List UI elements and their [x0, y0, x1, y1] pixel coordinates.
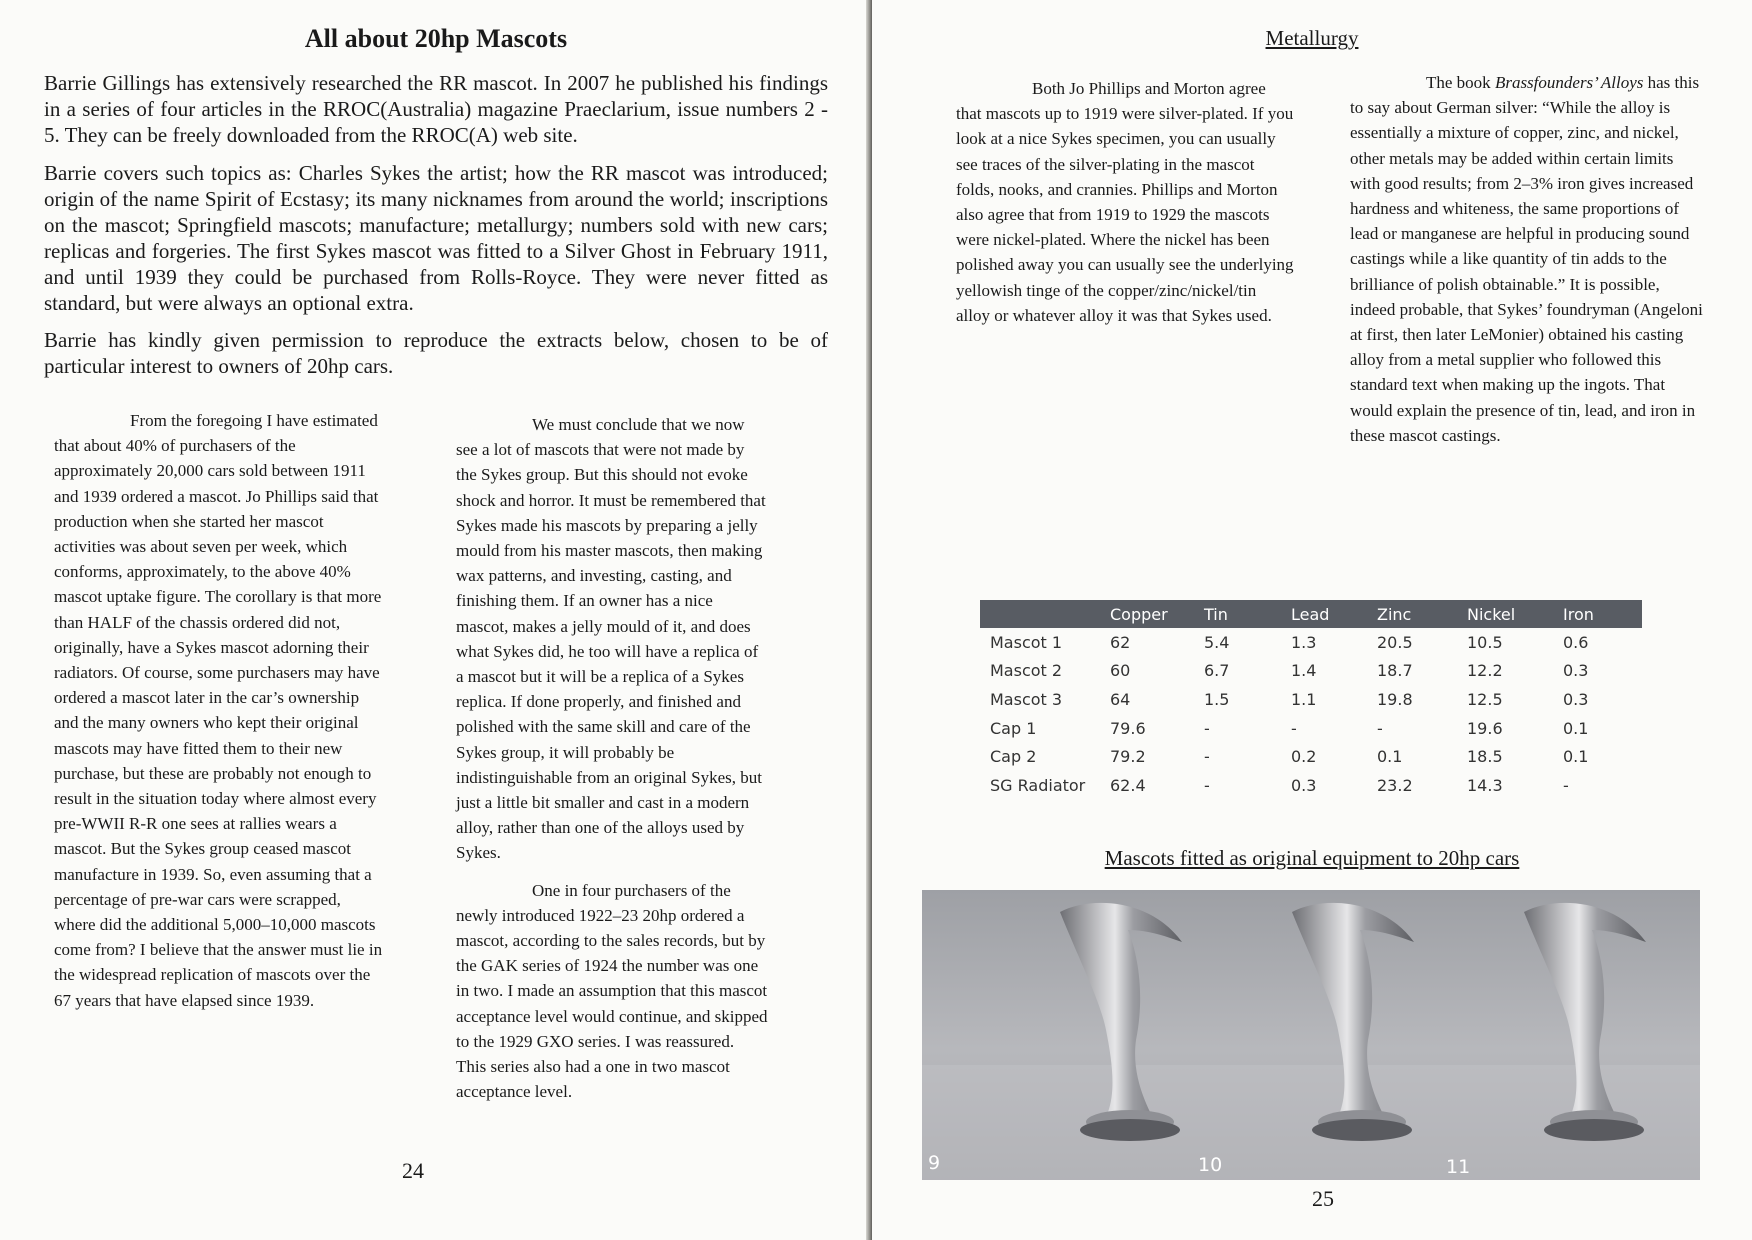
table-cell: -	[1291, 718, 1297, 738]
table-cell: 12.5	[1467, 689, 1503, 709]
table-cell: 1.4	[1291, 661, 1317, 681]
table-header-row	[980, 600, 1642, 628]
photo-label-11: 11	[1446, 1156, 1471, 1178]
metallurgy-heading: Metallurgy	[1265, 26, 1359, 50]
table-cell: 0.3	[1291, 775, 1317, 795]
page-number-right: 25	[1312, 1186, 1334, 1211]
table-cell: -	[1204, 718, 1210, 738]
table-cell: -	[1377, 718, 1383, 738]
mascots-photo	[922, 890, 1700, 1180]
table-cell: Cap 2	[990, 747, 1037, 767]
book-title: Brassfounders’ Alloys	[1494, 73, 1644, 92]
table-header-cell: Copper	[1110, 600, 1204, 628]
intro-paragraph-1: Barrie Gillings has extensively researched the RR mascot. In 2007 he published his findings in a series of four articles in the RROC(Australia) magazine Praeclarium, issue numbers 2 - 5. They can be freely downloaded from the RROC(A) web site.	[44, 71, 828, 147]
page-number-left: 24	[402, 1158, 424, 1183]
table-cell: 18.5	[1467, 747, 1503, 767]
metallurgy-text-1: Both Jo Phillips and Morton agree that mascots up to 1919 were silver-plated. If you look at a nice Sykes specimen, you can usually see traces of the silver-plating in the mascot folds, nooks, and crannies. Phillips and Morton also agree that from 1919 to 1929 the mascots were nickel-plated. Where the nickel has been polished away you can usually see the underlying yellowish tinge of the copper/zinc/nickel/tin alloy or whatever alloy it was that Sykes used.	[956, 79, 1294, 325]
table-header-cell: Iron	[1563, 600, 1642, 628]
table-row	[980, 714, 1642, 743]
left-page	[0, 0, 872, 1240]
table-cell: 0.1	[1377, 747, 1403, 767]
table-header-cell: Lead	[1291, 600, 1377, 628]
table-row	[980, 685, 1642, 714]
metallurgy-column-2	[1350, 70, 1704, 448]
table-header-cell: Zinc	[1377, 600, 1467, 628]
table-header-cell: Tin	[1204, 600, 1291, 628]
page-title: All about 20hp Mascots	[304, 24, 568, 53]
table-cell: Mascot 2	[990, 661, 1063, 681]
intro-paragraph-3: Barrie has kindly given permission to reproduce the extracts below, chosen to be of particular interest to owners of 20hp cars.	[44, 328, 828, 378]
table-cell: -	[1204, 747, 1210, 767]
table-cell: 60	[1110, 661, 1131, 681]
table-cell: -	[1204, 775, 1210, 795]
table-cell: 20.5	[1377, 632, 1413, 652]
alloy-composition-table	[980, 600, 1642, 800]
right-page	[872, 0, 1752, 1240]
table-cell: Mascot 1	[990, 632, 1063, 652]
table-cell: 19.8	[1377, 689, 1413, 709]
table-cell: 62	[1110, 632, 1131, 652]
table-cell: 23.2	[1377, 775, 1413, 795]
photo-label-9: 9	[928, 1152, 941, 1174]
extract-2-paragraph-1: We must conclude that we now see a lot of mascots that were not made by the Sykes group. But this should not evoke shock and horror. It must be remembered that Sykes made his mascots by preparing a jelly mould from his master mascots, then making wax patterns, and investing, casting, and finishing them. If an owner has a nice mascot, makes a jelly mould of it, and does what Sykes did, he too will have a replica of a mascot but it will be a replica of a Sykes replica. If done properly, and finished and polished with the same skill and care of the Sykes group, it will probably be indistinguishable from an original Sykes, but just a little bit smaller and cast in a modern alloy, rather than one of the alloys used by Sykes.	[456, 415, 766, 863]
table-cell: 5.4	[1204, 632, 1230, 652]
table-cell: Cap 1	[990, 718, 1037, 738]
extract-2-paragraph-2: One in four purchasers of the newly introduced 1922–23 20hp ordered a mascot, according to the sales records, but by the GAK series of 1924 the number was one in two. I made an assumption that this mascot acceptance level would continue, and skipped to the 1929 GXO series. I was reassured. This series also had a one in two mascot acceptance level.	[456, 880, 768, 1102]
table-cell: 1.3	[1291, 632, 1317, 652]
table-cell: 1.5	[1204, 689, 1230, 709]
table-cell: -	[1563, 775, 1569, 795]
metallurgy-column-1	[956, 76, 1294, 328]
table-cell: 0.3	[1563, 689, 1589, 709]
table-cell: 12.2	[1467, 661, 1503, 681]
table-cell: 79.2	[1110, 747, 1146, 767]
table-cell: SG Radiator	[990, 775, 1086, 795]
table-cell: 0.1	[1563, 747, 1589, 767]
table-row	[980, 771, 1642, 800]
table-cell: 79.6	[1110, 718, 1146, 738]
table-cell: 0.1	[1563, 718, 1589, 738]
table-cell: 1.1	[1291, 689, 1317, 709]
photo-heading: Mascots fitted as original equipment to 20hp cars	[1104, 846, 1520, 870]
table-row	[980, 657, 1642, 686]
metallurgy-text-2-body: has this to say about German silver: “While the alloy is essentially a mixture of copper, zinc, and nickel, other metals may be added within certain limits with good results; from 2–3% iron gives increased hardness and whiteness, the same proportions of lead or manganese are helpful in producing sound castings while a like quantity of tin adds to the brilliance of polish obtainable.” It is possible, indeed probable, that Sykes’ foundryman (Angeloni at first, then later LeMonier) obtained his casting alloy from a metal supplier who followed this standard text when making up the ingots. That would explain the presence of tin, lead, and iron in these mascot castings.	[1350, 73, 1703, 445]
mascot-figures-image	[922, 890, 1700, 1180]
table-cell: 18.7	[1377, 661, 1413, 681]
table-cell: 10.5	[1467, 632, 1503, 652]
table-cell: 0.3	[1563, 661, 1589, 681]
table-row	[980, 628, 1642, 657]
table-cell: 0.2	[1291, 747, 1317, 767]
table-header-cell	[980, 600, 1110, 628]
table-cell: 64	[1110, 689, 1131, 709]
table-cell: 14.3	[1467, 775, 1503, 795]
intro-paragraph-2: Barrie covers such topics as: Charles Sykes the artist; how the RR mascot was introduced; origin of the name Spirit of Ecstasy; its many nicknames from around the world; inscriptions on the mascot; Springfield mascots; manufacture; metallurgy; numbers sold with new cars; replicas and forgeries. The first Sykes mascot was fitted to a Silver Ghost in February 1911, and until 1939 they could be purchased from Rolls-Royce. They were never fitted as standard, but were always an optional extra.	[44, 161, 828, 315]
table-cell: 6.7	[1204, 661, 1230, 681]
extract-column-1	[54, 408, 384, 1013]
table-cell: Mascot 3	[990, 689, 1063, 709]
photo-label-10: 10	[1198, 1154, 1223, 1176]
extract-1-text: From the foregoing I have estimated that about 40% of purchasers of the approximately 20,000 cars sold between 1911 and 1939 ordered a mascot. Jo Phillips said that production when she started her mascot activities was about seven per week, which conforms, approximately, to the above 40% mascot uptake figure. The corollary is that more than HALF of the chassis ordered did not, originally, have a Sykes mascot adorning their radiators. Of course, some purchasers may have ordered a mascot later in the car’s ownership and the many owners who kept their original mascots may have fitted them to their new purchase, but these are probably not enough to result in the situation today where almost every pre-WWII R-R one sees at rallies wears a mascot. But the Sykes group ceased mascot manufacture in 1939. So, even assuming that a percentage of pre-war cars were scrapped, where did the additional 5,000–10,000 mascots come from? I believe that the answer must lie in the widespread replication of mascots over the 67 years that have elapsed since 1939.	[54, 411, 383, 1010]
metallurgy-text-2-lead: The book	[1426, 73, 1495, 92]
table-cell: 0.6	[1563, 632, 1589, 652]
extract-column-2	[456, 412, 768, 1104]
table-cell: 19.6	[1467, 718, 1503, 738]
table-cell: 62.4	[1110, 775, 1146, 795]
table-header-cell: Nickel	[1467, 600, 1563, 628]
table-row	[980, 742, 1642, 771]
metallurgy-text-2	[1350, 70, 1704, 448]
